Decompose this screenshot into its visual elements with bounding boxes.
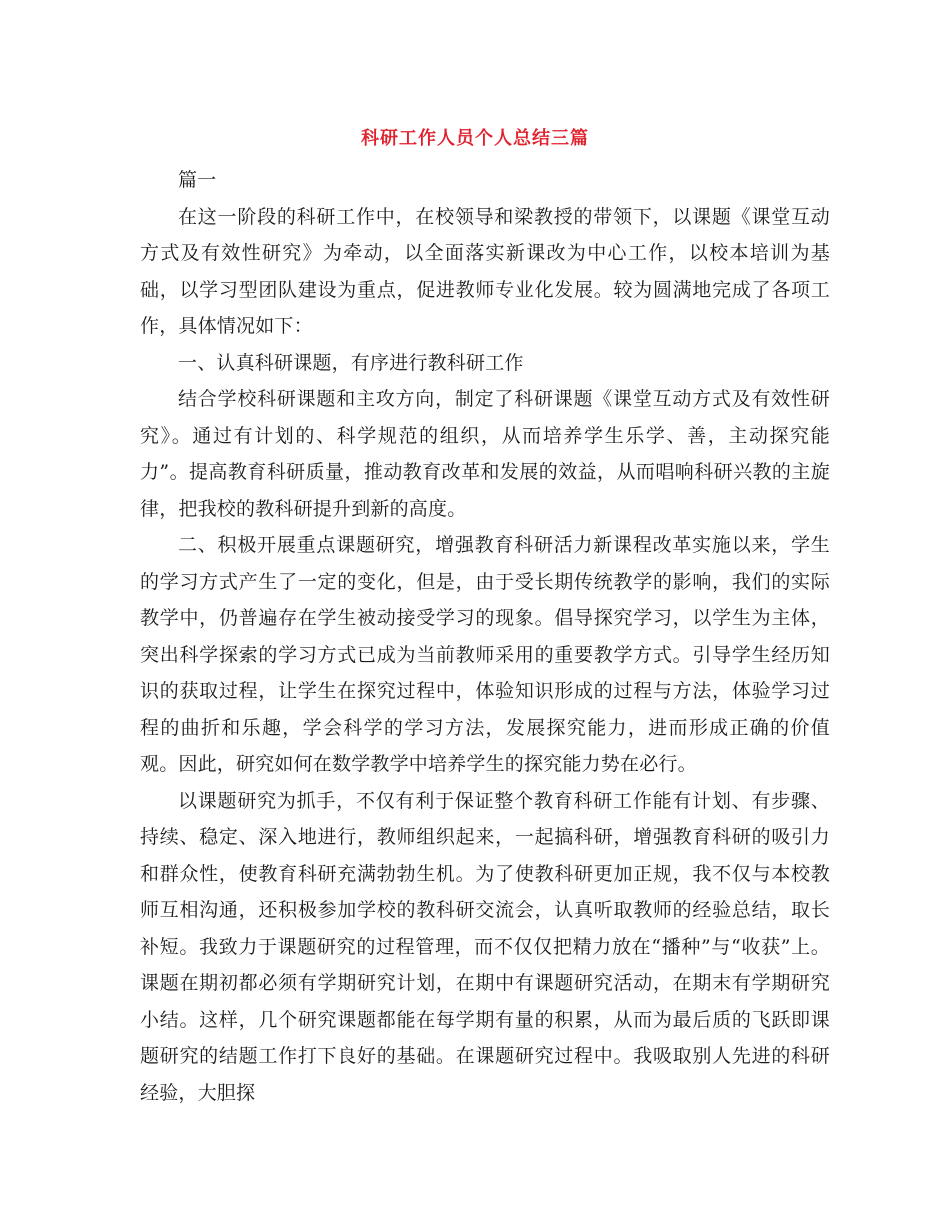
document-body — [140, 162, 830, 1111]
paragraph-subheading: 一、认真科研课题，有序进行教科研工作 — [178, 351, 524, 374]
paragraph: 二、积极开展重点课题研究，增强教育科研活力新课程改革实施以来，学生的学习方式产生了一定的变化，但是，由于受长期传统教学的影响，我们的实际教学中，仍普遍存在学生被动接受学习的现象。倡导探究学习，以学生为主体，突出科学探索的学习方式已成为当前教师采用的重要教学方式。引导学生经历知识的获取过程，让学生在探究过程中，体验知识形成的过程与方法，体验学习过程的曲折和乐趣，学会科学的学习方法，发展探究能力，进而形成正确的价值观。因此，研究如何在数学教学中培养学生的探究能力势在必行。 — [140, 534, 830, 775]
paragraph-section-heading: 篇一 — [178, 169, 217, 191]
paragraph: 以课题研究为抓手，不仅有利于保证整个教育科研工作能有计划、有步骤、持续、稳定、深入地进行，教师组织起来，一起搞科研，增强教育科研的吸引力和群众性，使教育科研充满勃勃生机。为了使教科研更加正规，我不仅与本校教师互相沟通，还积极参加学校的教科研交流会，认真听取教师的经验总结，取长补短。我致力于课题研究的过程管理，而不仅仅把精力放在“播种”与“收获”上。课题在期初都必须有学期研究计划，在期中有课题研究活动，在期末有学期研究小结。这样，几个研究课题都能在每学期有量的积累，从而为最后质的飞跃即课题研究的结题工作打下良好的基础。在课题研究过程中。我吸取别人先进的科研经验，大胆探 — [140, 789, 830, 1104]
document-title: 科研工作人员个人总结三篇 — [361, 128, 589, 149]
paragraph: 结合学校科研课题和主攻方向，制定了科研课题《课堂互动方式及有效性研究》。通过有计划的、科学规范的组织，从而培养学生乐学、善，主动探究能力”。提高教育科研质量，推动教育改革和发展的效益，从而唱响科研兴教的主旋律，把我校的教科研提升到新的高度。 — [140, 388, 830, 520]
paragraph: 在这一阶段的科研工作中，在校领导和梁教授的带领下，以课题《课堂互动方式及有效性研究》为牵动，以全面落实新课改为中心工作，以校本培训为基础，以学习型团队建设为重点，促进教师专业化发展。较为圆满地完成了各项工作，具体情况如下： — [140, 205, 830, 337]
